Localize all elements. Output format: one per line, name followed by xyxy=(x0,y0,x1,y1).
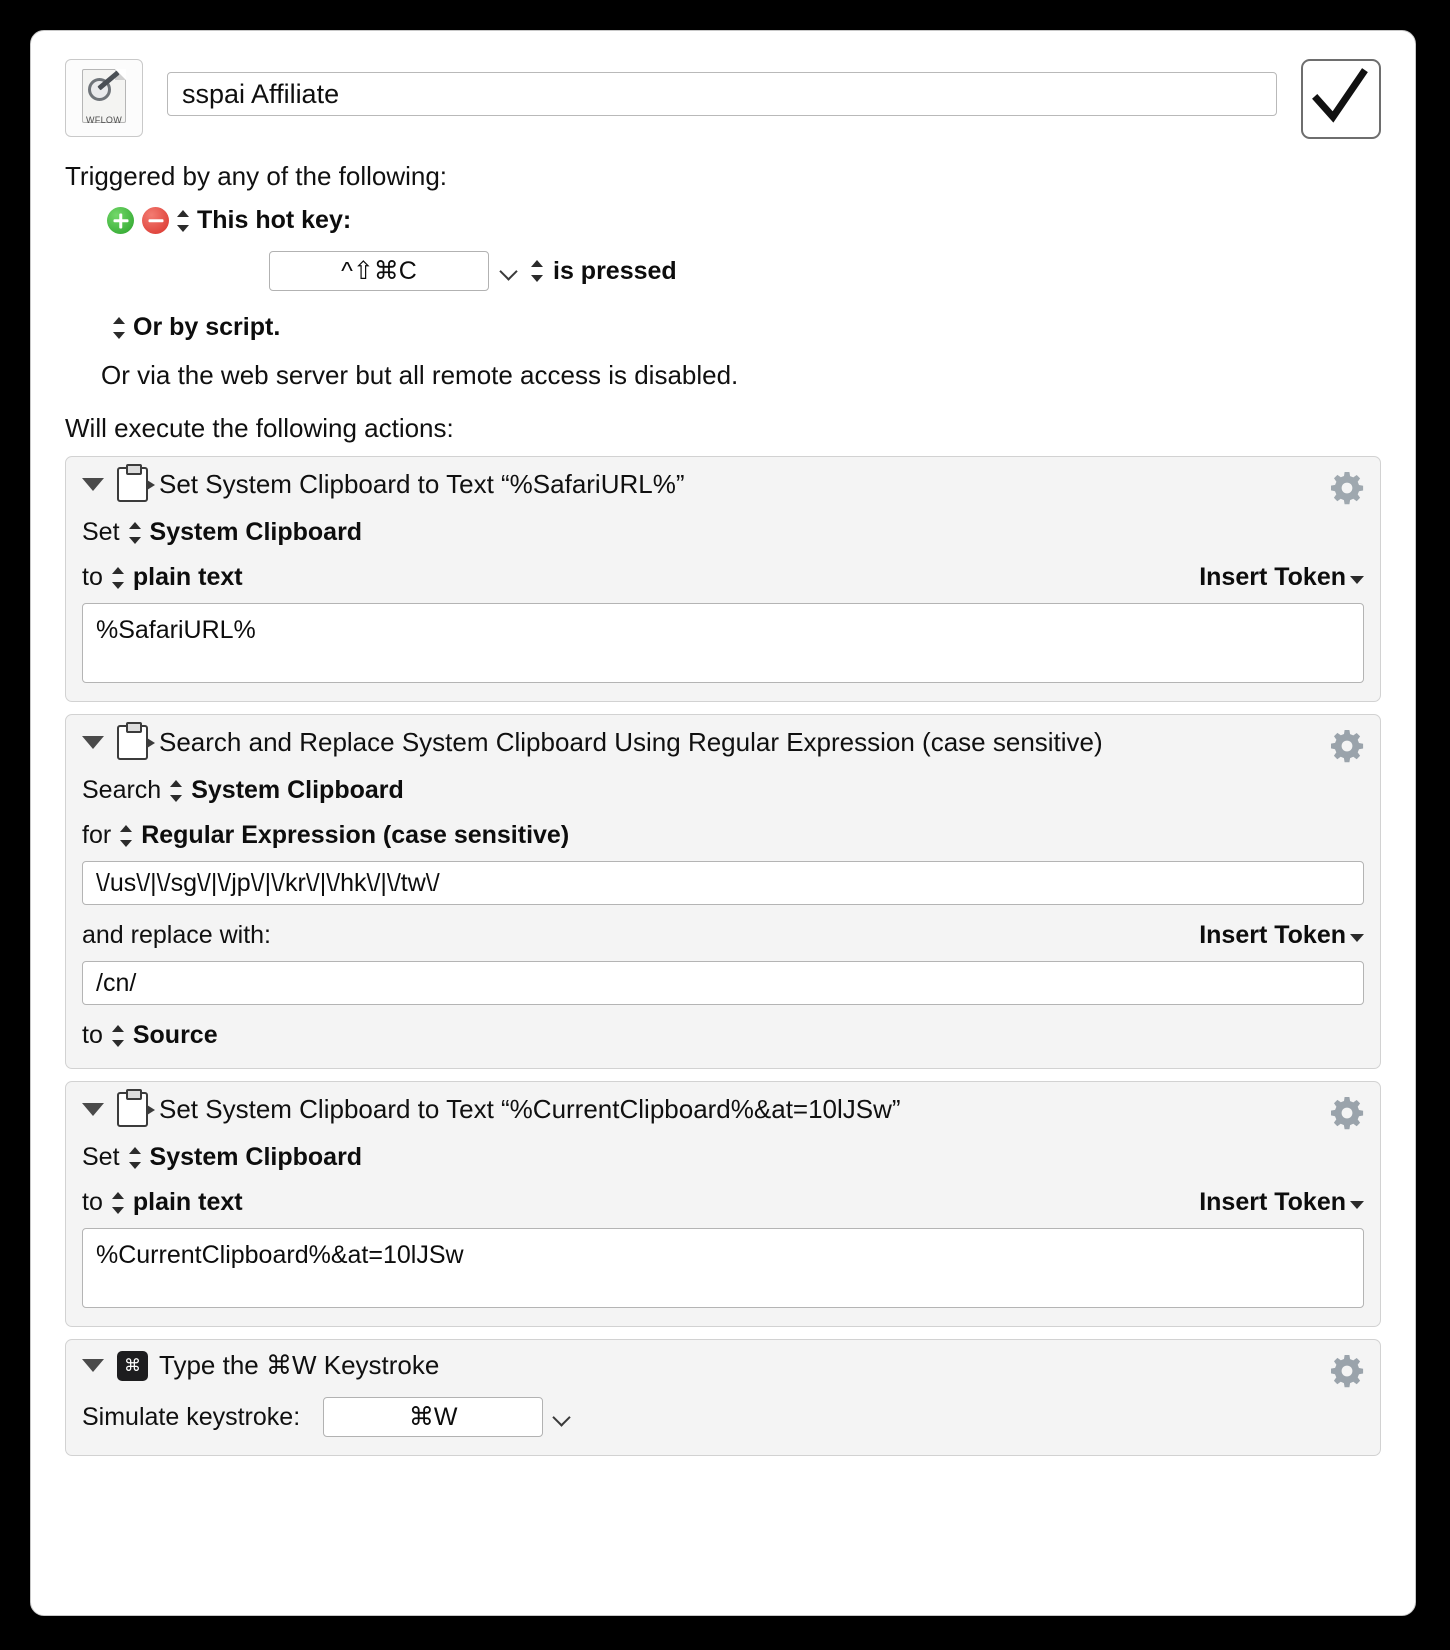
to-label: to xyxy=(82,563,103,591)
action-target-row xyxy=(82,776,1364,805)
mode-value[interactable]: Regular Expression (case sensitive) xyxy=(141,821,570,849)
format-stepper-icon[interactable] xyxy=(112,1190,124,1216)
target-value[interactable]: System Clipboard xyxy=(149,518,363,546)
gear-icon[interactable] xyxy=(1330,1096,1364,1130)
hotkey-input[interactable] xyxy=(269,251,489,291)
target-stepper-icon[interactable] xyxy=(129,1145,141,1171)
format-value[interactable]: plain text xyxy=(132,563,243,591)
remove-trigger-button[interactable] xyxy=(142,207,169,234)
action-header[interactable] xyxy=(82,467,1364,502)
clipboard-text-field[interactable]: %CurrentClipboard%&at=10lJSw xyxy=(82,1228,1364,1308)
search-pattern-field[interactable]: \/us\/|\/sg\/|\/jp\/|\/kr\/|\/hk\/|\/tw\/ xyxy=(82,861,1364,905)
format-stepper-icon[interactable] xyxy=(112,565,124,591)
trigger-type-label[interactable]: This hot key: xyxy=(197,206,352,234)
editor-content xyxy=(31,31,1415,1456)
macro-name-field[interactable] xyxy=(167,72,1277,116)
chevron-down-icon[interactable] xyxy=(552,1406,574,1428)
macro-icon-label: WFLOW xyxy=(86,115,122,125)
action-card[interactable] xyxy=(65,714,1381,1069)
action-title: Set System Clipboard to Text “%SafariURL%” xyxy=(159,469,685,499)
to-label: to xyxy=(82,1188,103,1216)
disclosure-triangle-icon[interactable] xyxy=(82,478,104,491)
action-format-row xyxy=(82,1188,1364,1217)
clipboard-icon xyxy=(117,725,148,760)
macro-icon[interactable] xyxy=(65,59,143,137)
replace-value-field[interactable]: /cn/ xyxy=(82,961,1364,1005)
target-stepper-icon[interactable] xyxy=(170,778,182,804)
insert-token-button[interactable] xyxy=(1199,563,1364,592)
gear-icon[interactable] xyxy=(1330,729,1364,763)
hotkey-condition-stepper-icon[interactable] xyxy=(531,258,543,284)
target-value[interactable]: System Clipboard xyxy=(191,776,404,804)
hotkey-value: ^⇧⌘C xyxy=(341,257,417,285)
chevron-down-icon xyxy=(1350,934,1364,942)
web-server-note: Or via the web server but all remote access is disabled. xyxy=(101,360,739,390)
destination-stepper-icon[interactable] xyxy=(112,1023,124,1049)
action-card[interactable] xyxy=(65,1081,1381,1327)
format-value[interactable]: plain text xyxy=(132,1188,243,1216)
script-trigger-stepper-icon[interactable] xyxy=(113,315,125,341)
insert-token-label: Insert Token xyxy=(1199,1188,1346,1216)
search-label: Search xyxy=(82,776,162,804)
mode-stepper-icon[interactable] xyxy=(120,823,132,849)
disclosure-triangle-icon[interactable] xyxy=(82,1103,104,1116)
chevron-down-icon xyxy=(1350,1201,1364,1209)
checkmark-icon xyxy=(1311,67,1369,129)
action-title: Set System Clipboard to Text “%CurrentClipboard%&at=10lJSw” xyxy=(159,1094,901,1124)
clipboard-text-field[interactable]: %SafariURL% xyxy=(82,603,1364,683)
action-format-row xyxy=(82,563,1364,592)
simulate-keystroke-label: Simulate keystroke: xyxy=(82,1402,301,1431)
macro-enabled-checkbox[interactable] xyxy=(1301,59,1381,139)
actions-heading: Will execute the following actions: xyxy=(65,413,454,443)
script-trigger-row xyxy=(65,313,1381,342)
simulate-keystroke-row xyxy=(82,1397,1364,1437)
chevron-down-icon[interactable] xyxy=(499,260,521,282)
clipboard-icon xyxy=(117,1092,148,1127)
script-trigger-label[interactable]: Or by script. xyxy=(133,313,281,341)
action-header[interactable] xyxy=(82,725,1364,760)
insert-token-label: Insert Token xyxy=(1199,563,1346,591)
gear-icon[interactable] xyxy=(1330,471,1364,505)
hotkey-condition-label[interactable]: is pressed xyxy=(553,256,677,285)
destination-row xyxy=(82,1021,1364,1050)
action-title: Type the ⌘W Keystroke xyxy=(159,1350,440,1380)
action-target-row xyxy=(82,518,1364,547)
hotkey-row xyxy=(65,251,1381,291)
set-label: Set xyxy=(82,518,120,546)
keyboard-icon: ⌘ xyxy=(117,1351,148,1381)
action-card[interactable] xyxy=(65,456,1381,702)
to-label: to xyxy=(82,1021,103,1049)
replace-label-row xyxy=(82,921,1364,950)
action-header[interactable] xyxy=(82,1350,1364,1381)
insert-token-label: Insert Token xyxy=(1199,921,1346,949)
trigger-type-stepper-icon[interactable] xyxy=(177,208,189,234)
gear-icon[interactable] xyxy=(1330,1354,1364,1388)
action-target-row xyxy=(82,1143,1364,1172)
destination-value[interactable]: Source xyxy=(132,1021,218,1049)
macro-header xyxy=(65,59,1381,139)
action-card[interactable] xyxy=(65,1339,1381,1456)
chevron-down-icon xyxy=(1350,576,1364,584)
target-stepper-icon[interactable] xyxy=(129,520,141,546)
add-trigger-button[interactable] xyxy=(107,207,134,234)
insert-token-button[interactable] xyxy=(1199,921,1364,950)
set-label: Set xyxy=(82,1143,120,1171)
insert-token-button[interactable] xyxy=(1199,1188,1364,1217)
action-header[interactable] xyxy=(82,1092,1364,1127)
clipboard-icon xyxy=(117,467,148,502)
action-title: Search and Replace System Clipboard Using Regular Expression (case sensitive) xyxy=(159,727,1103,757)
macro-name-input[interactable] xyxy=(180,78,1264,111)
disclosure-triangle-icon[interactable] xyxy=(82,1359,104,1372)
target-value[interactable]: System Clipboard xyxy=(149,1143,363,1171)
disclosure-triangle-icon[interactable] xyxy=(82,736,104,749)
replace-label: and replace with: xyxy=(82,921,272,949)
macro-editor-window xyxy=(30,30,1416,1616)
trigger-row xyxy=(65,206,1381,235)
keystroke-input[interactable]: ⌘W xyxy=(323,1397,543,1437)
trigger-heading: Triggered by any of the following: xyxy=(65,161,448,191)
for-label: for xyxy=(82,821,112,849)
action-mode-row xyxy=(82,821,1364,850)
